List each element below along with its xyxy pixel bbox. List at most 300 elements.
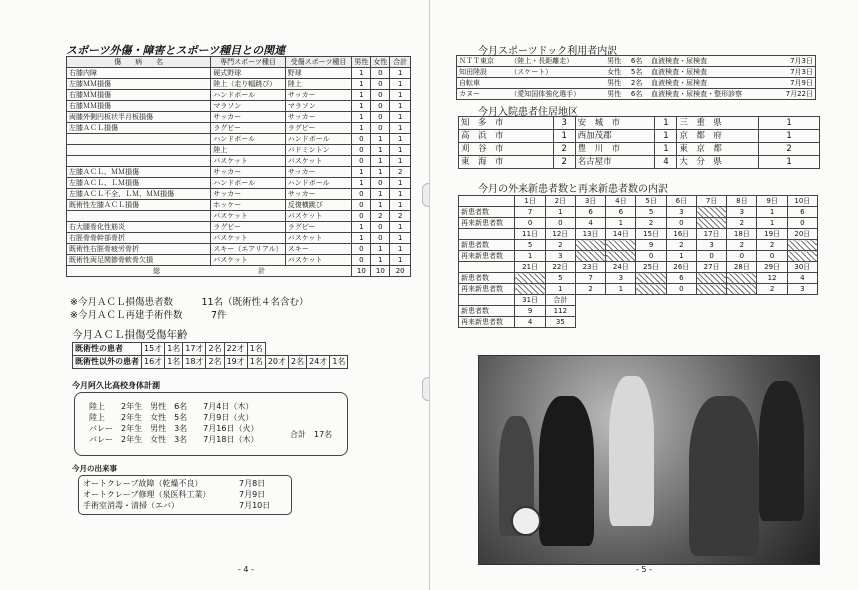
injury-cell: 1 [371,145,390,156]
day-header: 28日 [727,262,757,273]
area-cell: 2 [759,143,820,156]
count-cell: 0 [757,251,787,262]
injury-cell: 0 [371,90,390,101]
injury-cell: 1 [371,167,390,178]
area-cell: 京 都 府 [677,130,759,143]
count-cell: 2 [757,240,787,251]
injury-cell: 1 [371,200,390,211]
age-cell: 既術性以外の患者 [73,356,142,369]
count-cell: 2 [636,218,666,229]
day-header: 31日 [515,295,545,306]
injury-cell: 1 [390,134,411,145]
soccer-ball [511,506,541,536]
acl-surgery-note: ※今月ＡＣＬ再建手術件数 7件 [70,310,227,321]
day-header: 21日 [515,262,545,273]
injury-cell: ラグビー [285,123,352,134]
row-label: 再来新患者数 [459,251,515,262]
area-cell: 西加茂郡 [575,130,655,143]
count-cell: 3 [727,207,757,218]
table-row [459,240,818,251]
closed-day-cell [787,251,817,262]
count-cell: 1 [666,251,696,262]
dock-cell: 6名 [629,89,649,100]
injury-title: スポーツ外傷・障害とスポーツ種目との関連 [66,44,286,57]
dock-cell: 血液検査・尿検査 [649,56,774,67]
table-row [67,156,411,167]
injury-cell: サッカー [211,189,285,200]
injury-cell: 1 [390,255,411,266]
injury-cell: 1 [352,178,371,189]
injury-cell: 1 [390,244,411,255]
event-1-date: 7月8日 [239,479,266,488]
day-header-row [459,196,818,207]
count-cell: 2 [666,240,696,251]
area-cell: 1 [759,130,820,143]
count-cell: 1 [606,284,636,295]
injury-cell: 0 [371,68,390,79]
injury-header-cell: 受傷スポーツ種目 [285,57,352,68]
closed-day-cell [727,273,757,284]
age-cell: 17才 [183,343,206,356]
injury-cell: 右大腿骨化性筋炎 [67,222,211,233]
day-header: 10日 [787,196,817,207]
page-number-left: - 4 - [238,565,254,574]
table-row [67,112,411,123]
event-3-date: 7月10日 [239,501,271,510]
count-cell: 0 [666,284,696,295]
injury-cell: 0 [352,211,371,222]
injury-cell: 左膝ＭＭ損傷 [67,79,211,90]
dock-cell [508,78,605,89]
table-row [67,123,411,134]
event-3-name: 手術室消毒・清掃（エバ） [83,501,179,510]
count-cell: 0 [666,218,696,229]
table-row [459,117,820,130]
count-cell: 1 [757,207,787,218]
injury-cell: 1 [352,68,371,79]
age-cell: 20才 [265,356,288,369]
injury-cell: ハンドボール [211,134,285,145]
injury-cell: 2 [371,211,390,222]
injury-cell: 1 [390,178,411,189]
count-cell: 1 [606,218,636,229]
injury-cell: マラソン [211,101,285,112]
age-cell: 19才 [224,356,247,369]
count-cell: 9 [636,240,666,251]
injury-cell: 左膝ＡＣＬ、ＭＭ損傷 [67,167,211,178]
age-cell: 15才 [142,343,165,356]
dock-cell: 女性 [605,67,629,78]
day-header: 22日 [545,262,575,273]
injury-cell: 1 [390,222,411,233]
table-row [67,79,411,90]
closed-day-cell [696,273,726,284]
table-row [459,317,818,328]
injury-cell: バスケット [285,156,352,167]
injury-cell: 1 [390,68,411,79]
area-cell: 名古屋市 [575,156,655,169]
injury-cell: 0 [352,189,371,200]
row-label: 再来新患者数 [459,317,515,328]
injury-cell: マラソン [285,101,352,112]
row-label: 再来新患者数 [459,284,515,295]
table-row [67,200,411,211]
day-header: 合計 [545,295,575,306]
injury-cell: 0 [371,112,390,123]
table-row [67,101,411,112]
age-title: 今月ＡＣＬ損傷受傷年齢 [72,329,188,341]
table-row [67,145,411,156]
school-total: 合計 17名 [290,430,333,439]
area-cell: 3 [553,117,575,130]
player-figure [539,396,594,546]
player-figure [759,381,804,521]
age-cell: 22才 [224,343,247,356]
school-box [74,392,348,456]
table-row [459,207,818,218]
school-row-3: バレー 2年生 男性 3名 7月16日（火） [89,424,259,433]
table-row [67,167,411,178]
injury-cell: 0 [371,101,390,112]
injury-cell: ハンドボール [285,134,352,145]
injury-cell: サッカー [285,90,352,101]
closed-day-cell [606,251,636,262]
injury-cell: 1 [390,90,411,101]
age-cell: 1名 [330,356,348,369]
dock-cell: 5名 [629,67,649,78]
injury-cell [67,134,211,145]
day-header: 26日 [666,262,696,273]
injury-cell: 1 [390,123,411,134]
injury-cell: 反復横跳び [285,200,352,211]
count-cell: 5 [515,240,545,251]
count-cell: 2 [545,240,575,251]
dock-cell: 男性 [605,89,629,100]
injury-cell: 左膝ＡＣＬ不全、ＬＭ、ＭＭ損傷 [67,189,211,200]
injury-cell [67,145,211,156]
count-cell: 3 [696,240,726,251]
count-cell: 2 [727,218,757,229]
injury-cell: 0 [352,255,371,266]
count-cell: 7 [515,207,545,218]
injury-cell: 0 [352,200,371,211]
closed-day-cell [636,273,666,284]
closed-day-cell [636,284,666,295]
injury-cell: バスケット [211,233,285,244]
injury-header-cell: 女性 [371,57,390,68]
injury-cell: サッカー [211,112,285,123]
injury-cell: 両膝外側円板状半月板損傷 [67,112,211,123]
area-cell: 大 分 県 [677,156,759,169]
day-header: 14日 [606,229,636,240]
count-cell: 1 [757,218,787,229]
table-row [67,90,411,101]
injury-cell: ハンドボール [285,178,352,189]
table-row [67,178,411,189]
day-header: 12日 [545,229,575,240]
day-header: 20日 [787,229,817,240]
dock-cell: 血液検査・尿検査 [649,78,774,89]
injury-cell: バスケット [211,255,285,266]
injury-cell: 右脛骨骨幹部骨折 [67,233,211,244]
injury-cell: 2 [390,211,411,222]
count-cell: 1 [545,284,575,295]
injury-cell: 1 [390,233,411,244]
injury-cell: 陸上 [211,145,285,156]
closed-day-cell [727,284,757,295]
day-header: 23日 [575,262,605,273]
injury-cell: 野球 [285,68,352,79]
count-cell: 6 [575,207,605,218]
count-cell: 3 [545,251,575,262]
dock-cell: 2名 [629,78,649,89]
injury-cell: サッカー [285,112,352,123]
age-cell: 1名 [165,356,183,369]
area-cell: 4 [655,156,677,169]
player-figure [609,376,654,526]
closed-day-cell [787,240,817,251]
table-row [67,211,411,222]
injury-cell: バスケット [211,156,285,167]
injury-cell: 右膝ＭＭ損傷 [67,90,211,101]
injury-cell: 0 [371,79,390,90]
injury-cell: スキー [285,244,352,255]
dock-cell: 男性 [605,78,629,89]
age-table [72,342,348,369]
area-cell: 2 [553,143,575,156]
table-row [459,130,820,143]
area-cell: 三 重 県 [677,117,759,130]
row-label: 再来新患者数 [459,218,515,229]
closed-day-cell [696,218,726,229]
day-header: 19日 [757,229,787,240]
table-row [457,67,816,78]
injury-header-cell: 合計 [390,57,411,68]
count-cell: 0 [515,218,545,229]
count-cell: 3 [787,284,817,295]
injury-cell: 1 [390,145,411,156]
age-cell: 2名 [206,343,224,356]
total-label: 総 計 [67,266,352,277]
closed-day-cell [515,273,545,284]
school-row-4: バレー 2年生 女性 3名 7月18日（木） [89,435,259,444]
injury-cell: 0 [371,178,390,189]
empty-cell [459,196,515,207]
table-row [457,78,816,89]
day-header-row [459,295,818,306]
injury-cell: 0 [352,244,371,255]
count-cell: 6 [606,207,636,218]
injury-cell: ハンドボール [211,178,285,189]
area-cell: 東 京 都 [677,143,759,156]
injury-cell: 1 [371,134,390,145]
area-cell: 知 多 市 [459,117,554,130]
day-header: 6日 [666,196,696,207]
injury-cell: ラグビー [285,222,352,233]
dock-cell: ＮＴＴ東京 [457,56,509,67]
injury-cell: 既術性右脛骨疲労骨折 [67,244,211,255]
day-header: 1日 [515,196,545,207]
day-header: 16日 [666,229,696,240]
injury-cell: ハンドボール [211,90,285,101]
dock-cell: （愛知国体強化選手） [508,89,605,100]
closed-day-cell [515,284,545,295]
count-cell: 12 [757,273,787,284]
injury-cell: 1 [371,189,390,200]
count-cell: 3 [606,273,636,284]
injury-header-cell: 専門スポーツ種目 [211,57,285,68]
injury-cell: 1 [390,112,411,123]
events-title: 今月の出来事 [72,464,117,473]
total-cell: 20 [390,266,411,277]
area-cell: 2 [553,156,575,169]
injury-cell: サッカー [211,167,285,178]
injury-header-cell: 傷 病 名 [67,57,211,68]
injury-cell: 0 [352,145,371,156]
count-cell: 5 [636,207,666,218]
injury-cell: 既術性両足関節骨軟骨欠損 [67,255,211,266]
table-row [73,343,348,356]
count-cell: 2 [757,284,787,295]
count-cell: 0 [727,251,757,262]
injury-cell: 陸上（走り幅跳び） [211,79,285,90]
day-header: 27日 [696,262,726,273]
count-cell: 0 [545,218,575,229]
area-cell: 1 [759,117,820,130]
dock-cell: カヌー [457,89,509,100]
table-row [459,156,820,169]
school-row-2: 陸上 2年生 女性 5名 7月9日（火） [89,413,254,422]
table-row [459,143,820,156]
count-cell: 9 [515,306,545,317]
injury-cell: バドミントン [285,145,352,156]
table-row [457,89,816,100]
age-cell: 24才 [307,356,330,369]
count-cell: 4 [575,218,605,229]
injury-cell: 硬式野球 [211,68,285,79]
injury-cell: 1 [390,189,411,200]
area-cell: 1 [655,143,677,156]
day-header: 2日 [545,196,575,207]
injury-cell: 1 [371,244,390,255]
dock-cell: 7月3日 [774,67,816,78]
injury-cell: 既術性左膝ＡＣＬ損傷 [67,200,211,211]
table-row [67,244,411,255]
injury-cell: 1 [390,101,411,112]
age-cell: 18才 [183,356,206,369]
injury-cell: 1 [352,222,371,233]
age-cell: 1名 [165,343,183,356]
injury-cell: 1 [352,79,371,90]
total-cell: 10 [352,266,371,277]
closed-day-cell [696,284,726,295]
new-patients-table [458,195,818,328]
day-header: 4日 [606,196,636,207]
day-header-row [459,229,818,240]
dock-cell: 血液検査・尿検査・整形診察 [649,89,774,100]
closed-day-cell [575,240,605,251]
area-cell: 1 [759,156,820,169]
empty-cell [459,295,515,306]
event-2-date: 7月9日 [239,490,266,499]
table-row [67,189,411,200]
count-cell: 7 [575,273,605,284]
count-cell: 4 [515,317,545,328]
count-cell: 4 [787,273,817,284]
day-header: 29日 [757,262,787,273]
age-cell: 既術性の患者 [73,343,142,356]
injury-cell: 0 [371,222,390,233]
dock-table [456,55,816,100]
injury-cell: バスケット [285,255,352,266]
injury-cell [67,156,211,167]
injury-cell [67,211,211,222]
injury-cell: バスケット [211,211,285,222]
day-header: 15日 [636,229,666,240]
injury-total-row [67,266,411,277]
injury-cell: 陸上 [285,79,352,90]
table-row [459,306,818,317]
injury-cell: 1 [371,156,390,167]
day-header: 7日 [696,196,726,207]
injury-cell: 1 [352,167,371,178]
empty-cell [459,229,515,240]
injury-cell: スキー（エアリアル） [211,244,285,255]
day-header: 5日 [636,196,666,207]
row-label: 新患者数 [459,306,515,317]
dock-cell: （スケート） [508,67,605,78]
injury-cell: 0 [371,123,390,134]
table-row [67,255,411,266]
day-header-row [459,262,818,273]
count-cell: 0 [696,251,726,262]
injury-cell: 1 [390,79,411,90]
day-header: 25日 [636,262,666,273]
dock-cell: 7月3日 [774,56,816,67]
table-row [67,68,411,79]
count-cell: 0 [636,251,666,262]
age-cell: 1名 [247,343,265,356]
injury-cell: ホッケー [211,200,285,211]
school-row-1: 陸上 2年生 男性 6名 7月4日（木） [89,402,254,411]
day-header: 9日 [757,196,787,207]
dock-cell: 知田陸設 [457,67,509,78]
injury-cell: 1 [352,101,371,112]
event-1-name: オートクレーブ故障（乾燥不良） [83,479,203,488]
area-cell: 安 城 市 [575,117,655,130]
row-label: 新患者数 [459,207,515,218]
closed-day-cell [606,240,636,251]
dock-cell: 7月9日 [774,78,816,89]
table-row [457,56,816,67]
injury-cell: 0 [371,233,390,244]
injury-cell: 1 [352,90,371,101]
count-cell: 1 [515,251,545,262]
injury-cell: ラグビー [211,222,285,233]
table-row [459,218,818,229]
table-row [459,284,818,295]
day-header: 30日 [787,262,817,273]
event-2-name: オートクレーブ修理（泉医科工業） [83,490,211,499]
day-header: 24日 [606,262,636,273]
count-cell: 6 [666,273,696,284]
table-row [459,251,818,262]
page-number-right: - 5 - [636,565,652,574]
day-header: 18日 [727,229,757,240]
injury-cell: 1 [352,123,371,134]
area-cell: 刈 谷 市 [459,143,554,156]
age-cell: 2名 [206,356,224,369]
